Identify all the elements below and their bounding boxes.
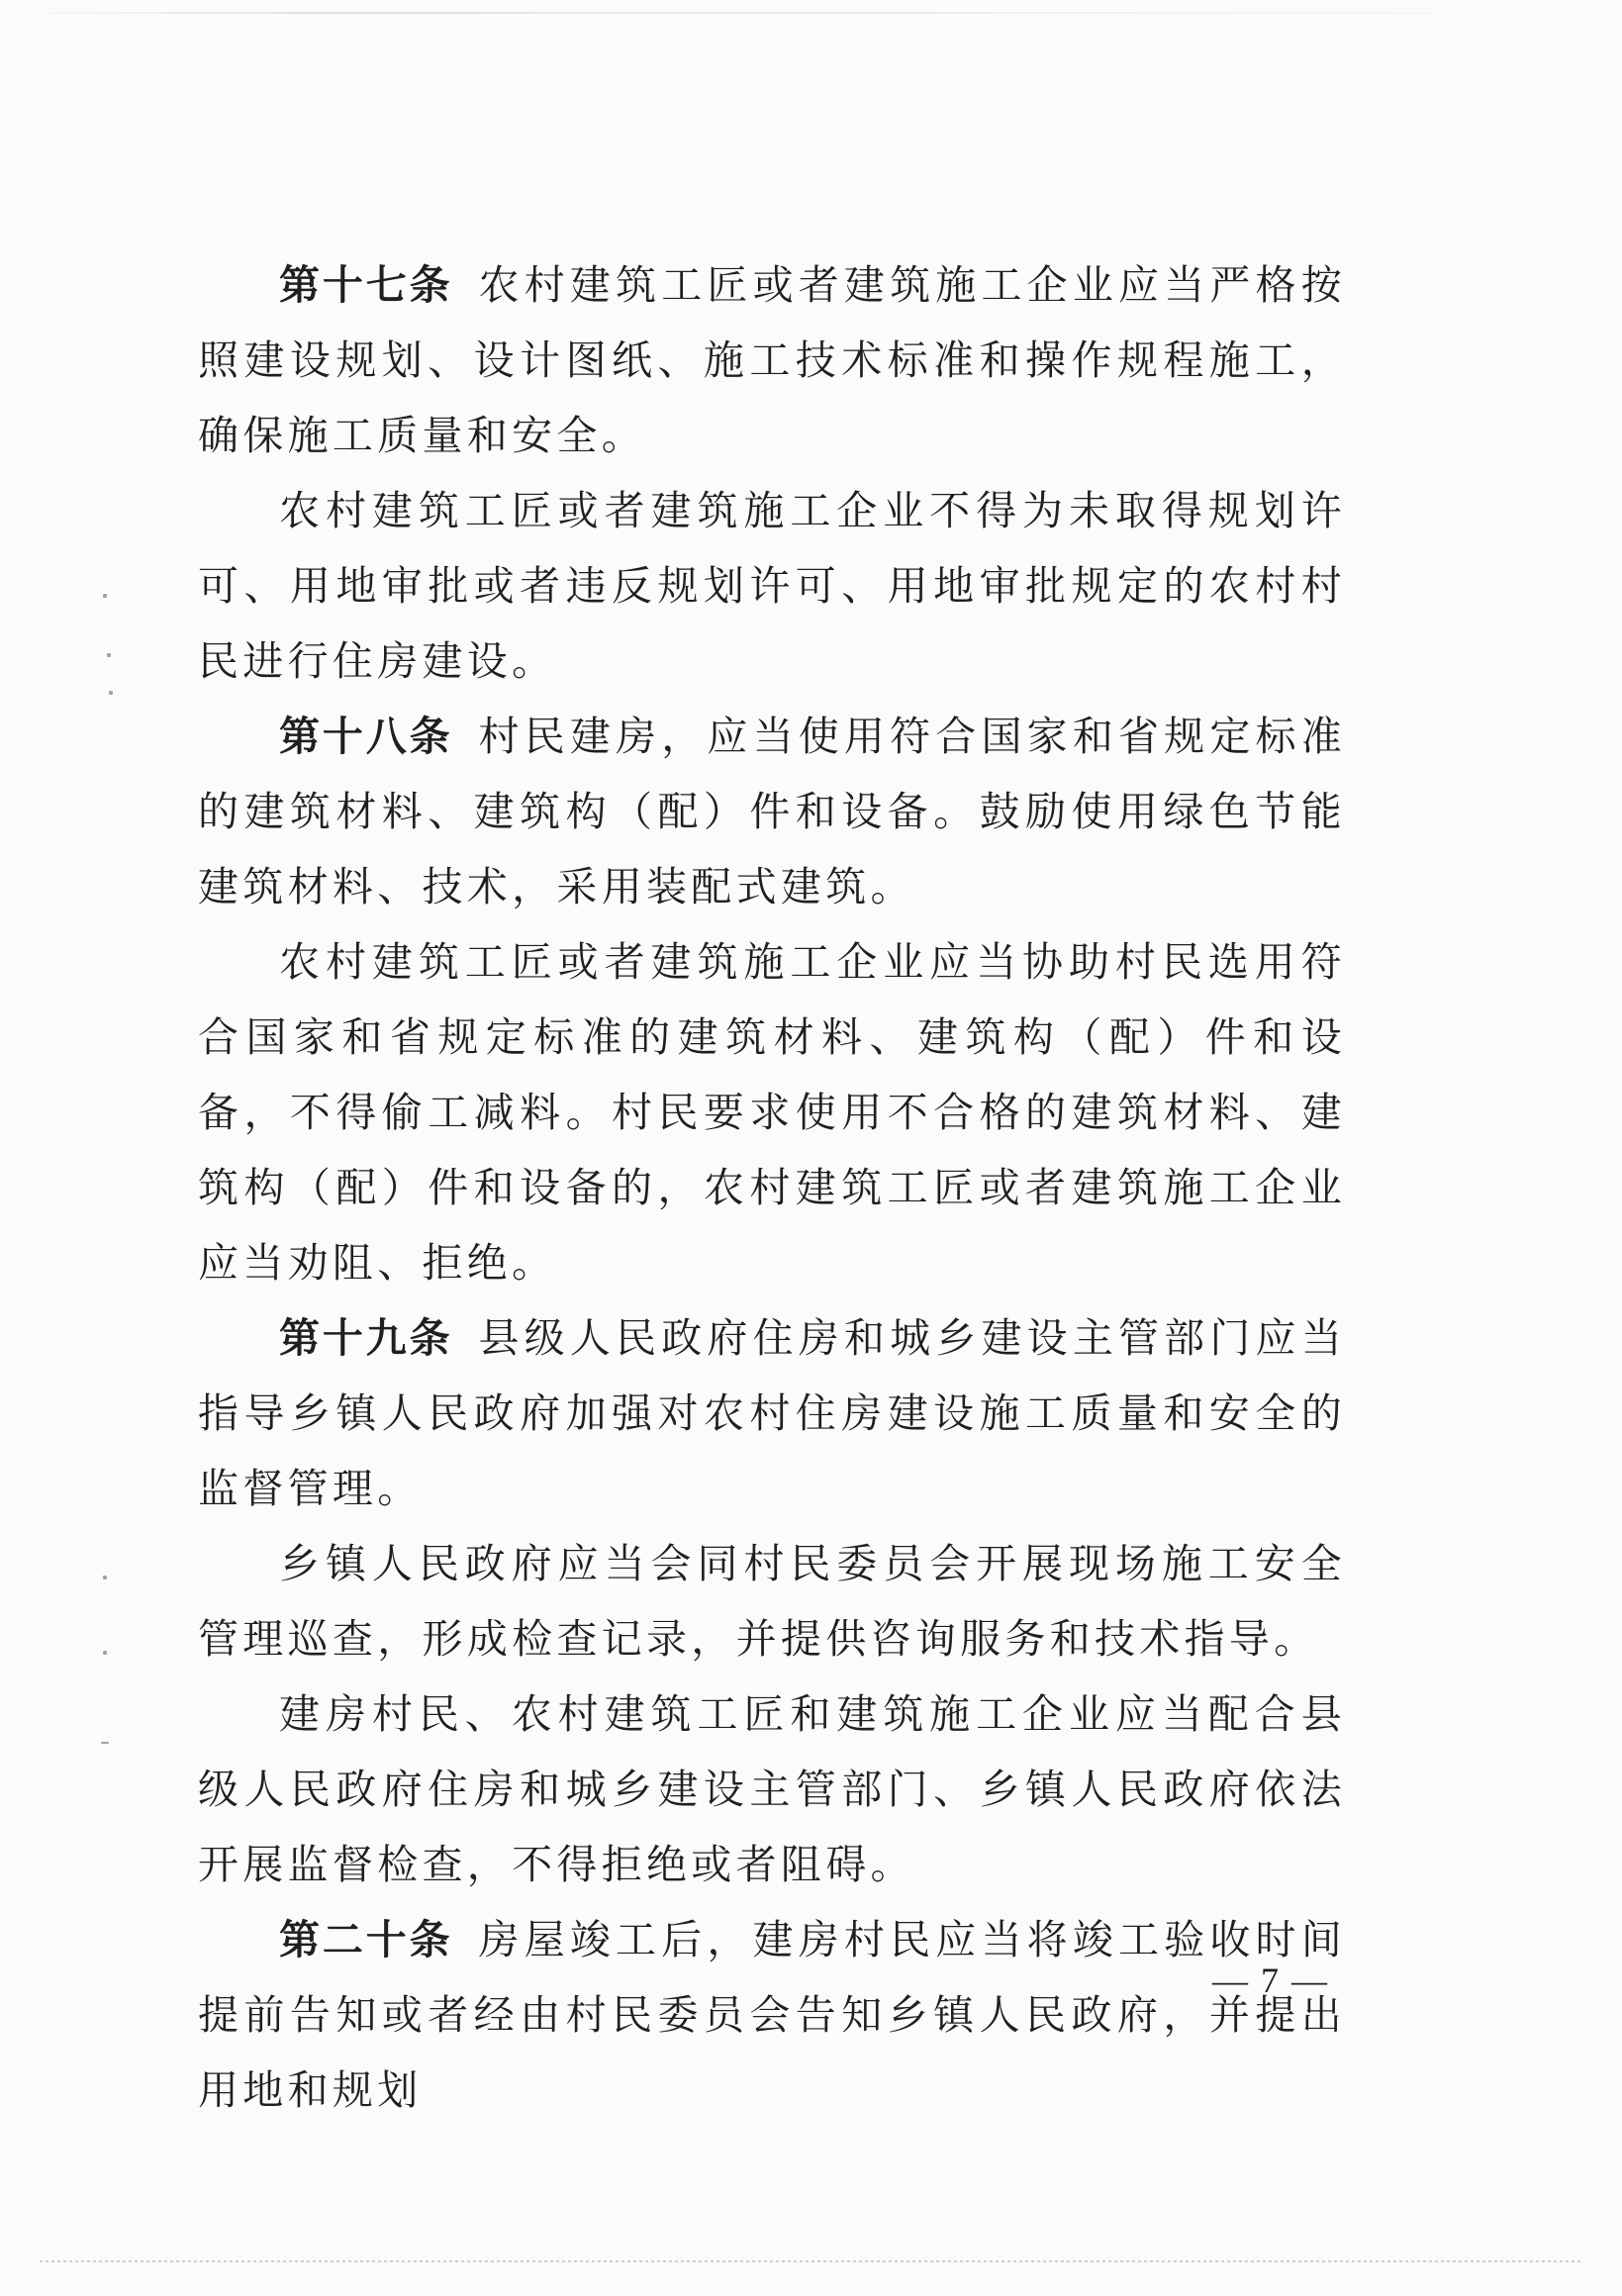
article-19-paragraph-2 xyxy=(198,1526,1346,1676)
article-18-paragraph-2 xyxy=(198,924,1346,1300)
scan-specks xyxy=(99,0,119,2296)
scan-edge-top xyxy=(0,12,1622,14)
article-18-heading: 第十八条 xyxy=(279,713,453,760)
article-17-text-1: 农村建筑工匠或者建筑施工企业应当严格按照建设规划、设计图纸、施工技术标准和操作规程施工，确保施工质量和安全。 xyxy=(198,261,1347,459)
article-19-text-3: 建房村民、农村建筑工匠和建筑施工企业应当配合县级人民政府住房和城乡建设主管部门、乡镇人民政府依法开展监督检查，不得拒绝或者阻碍。 xyxy=(198,1690,1346,1888)
article-19-heading: 第十九条 xyxy=(279,1314,453,1362)
scan-speck xyxy=(101,1742,109,1744)
article-19-text-1: 县级人民政府住房和城乡建设主管部门应当指导乡镇人民政府加强对农村住房建设施工质量和安全的监督管理。 xyxy=(198,1314,1347,1512)
article-17-text-2: 农村建筑工匠或者建筑施工企业不得为未取得规划许可、用地审批或者违反规划许可、用地审批规定的农村村民进行住房建设。 xyxy=(198,487,1346,685)
scan-edge-bottom xyxy=(40,2260,1583,2262)
article-19-paragraph-3 xyxy=(198,1676,1346,1902)
document-body xyxy=(198,247,1346,2128)
scan-speck xyxy=(103,1651,107,1655)
article-20-text-1: 房屋竣工后，建房村民应当将竣工验收时间提前告知或者经由村民委员会告知乡镇人民政府，并提出用地和规划 xyxy=(198,1916,1347,2114)
article-18-text-1: 村民建房，应当使用符合国家和省规定标准的建筑材料、建筑构（配）件和设备。鼓励使用绿色节能建筑材料、技术，采用装配式建筑。 xyxy=(198,713,1347,910)
article-19-paragraph-1 xyxy=(198,1300,1346,1526)
scan-speck xyxy=(109,691,113,695)
article-17-paragraph-1 xyxy=(198,247,1346,473)
article-20-paragraph-1 xyxy=(198,1902,1346,2128)
article-19-text-2: 乡镇人民政府应当会同村民委员会开展现场施工安全管理巡查，形成检查记录，并提供咨询服务和技术指导。 xyxy=(198,1540,1346,1663)
article-18-text-2: 农村建筑工匠或者建筑施工企业应当协助村民选用符合国家和省规定标准的建筑材料、建筑构（配）件和设备，不得偷工减料。村民要求使用不合格的建筑材料、建筑构（配）件和设备的，农村建筑工匠或者建筑施工企业应当劝阻、拒绝。 xyxy=(198,938,1346,1287)
scan-speck xyxy=(103,1576,107,1579)
article-17-paragraph-2 xyxy=(198,473,1346,699)
article-17-heading: 第十七条 xyxy=(279,261,453,309)
page-number: — 7 — xyxy=(1212,1961,1329,2000)
scan-speck xyxy=(103,594,107,598)
scan-speck xyxy=(107,653,111,657)
article-18-paragraph-1 xyxy=(198,699,1346,924)
article-20-heading: 第二十条 xyxy=(279,1916,453,1963)
